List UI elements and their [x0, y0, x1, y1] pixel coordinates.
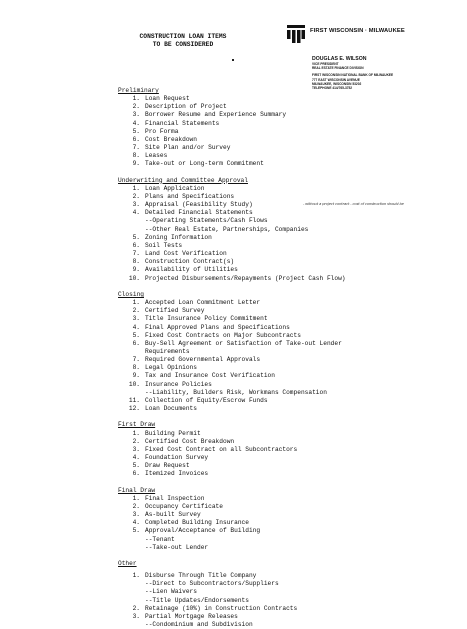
checklist-body [118, 87, 463, 629]
list-item: 5. Zoning Information [132, 233, 212, 241]
section-heading-underwriting: Underwriting and Committee Approval [118, 176, 248, 184]
contact-name: DOUGLAS E. WILSON [312, 56, 367, 62]
list-item: 4. Foundation Survey [132, 453, 209, 461]
list-item: 8. Legal Opinions [132, 364, 197, 372]
section-heading-first-draw: First Draw [118, 421, 156, 429]
list-closing [118, 299, 463, 413]
title-line-2: TO BE CONSIDERED [152, 41, 214, 48]
list-item: 4. Detailed Financial Statements [132, 209, 253, 217]
list-subitem: --Operating Statements/Cash Flows [145, 217, 268, 225]
list-item: 2. Description of Project [132, 103, 227, 111]
list-item: 6. Cost Breakdown [132, 135, 197, 143]
list-item: 3. Borrower Resume and Experience Summary [132, 111, 287, 119]
list-item: 2. Occupancy Certificate [132, 502, 223, 510]
list-item: 7. Land Cost Verification [132, 250, 227, 258]
contact-block [312, 56, 393, 90]
list-item: 2. Certified Survey [132, 307, 205, 315]
stray-mark [232, 59, 234, 61]
list-subitem: --Lien Waivers [145, 588, 197, 596]
list-item: 7. Site Plan and/or Survey [132, 144, 231, 152]
list-item: 4. Financial Statements [132, 119, 220, 127]
list-item-continuation: Requirements [145, 347, 190, 355]
section-heading-closing: Closing [118, 290, 144, 298]
list-item: 7. Required Governmental Approvals [132, 356, 261, 364]
section-heading-preliminary: Preliminary [118, 87, 159, 94]
list-item: 3. Appraisal (Feasibility Study) [132, 201, 253, 209]
handwritten-note: - without a project contract - cost of construction should be [303, 202, 404, 206]
list-item: 3. Partial Mortgage Releases [132, 612, 238, 620]
list-item: 3. As-built Survey [132, 511, 201, 519]
bank-name: FIRST WISCONSIN · MILWAUKEE [310, 28, 405, 34]
list-item: 5. Fixed Cost Contracts on Major Subcontracts [132, 331, 301, 339]
list-subitem: --Take-out Lender [145, 543, 209, 551]
list-subitem: --Title Updates/Endorsements [145, 596, 249, 604]
section-heading-other: Other [118, 559, 137, 567]
list-item: 1. Final Inspection [132, 494, 205, 502]
list-subitem: --Other Real Estate, Partnerships, Companies [145, 225, 309, 233]
list-preliminary [118, 95, 463, 168]
list-item: 1. Building Permit [132, 429, 201, 437]
contact-address-1: FIRST WISCONSIN NATIONAL BANK OF MILWAUKEE [312, 73, 394, 78]
list-item: 3. Title Insurance Policy Commitment [132, 315, 268, 323]
list-item: 12. Loan Documents [128, 405, 197, 413]
list-item: 1. Loan Request [132, 95, 190, 103]
list-other [118, 572, 463, 629]
list-subitem: --Tenant [145, 535, 175, 543]
list-item: 4. Completed Building Insurance [132, 519, 249, 527]
list-item: 10. Insurance Policies [128, 380, 212, 388]
title-line-1: CONSTRUCTION LOAN ITEMS [139, 33, 227, 40]
list-item: 1. Accepted Loan Commitment Letter [132, 299, 261, 307]
list-first-draw [118, 430, 463, 479]
contact-address-3: MILWAUKEE, WISCONSIN 53202 [312, 81, 362, 86]
list-item: 6. Buy-Sell Agreement or Satisfaction of Take-out Lender [132, 339, 342, 347]
list-subitem: --Direct to Subcontractors/Suppliers [145, 580, 279, 588]
list-item: 6. Itemized Invoices [132, 470, 209, 478]
list-item: 2. Retainage (10%) in Construction Contracts [132, 604, 298, 612]
list-item: 8. Construction Contract(s) [132, 258, 235, 266]
contact-address-2: 777 EAST WISCONSIN AVENUE [312, 77, 360, 82]
contact-role-1: VICE PRESIDENT [312, 62, 339, 66]
list-item: 6. Soil Tests [132, 241, 183, 249]
list-item: 8. Leases [132, 152, 168, 160]
list-item: 4. Final Approved Plans and Specifications [132, 323, 290, 331]
contact-phone: TELEPHONE 414/765-3752 [312, 86, 353, 91]
list-item: 5. Draw Request [132, 462, 190, 470]
list-item: 2. Plans and Specifications [132, 193, 235, 201]
list-underwriting [118, 185, 463, 283]
list-item: 9. Availability of Utilities [132, 266, 238, 274]
list-final-draw [118, 495, 463, 552]
first-wisconsin-logo-icon [287, 25, 305, 45]
document-title [118, 33, 248, 49]
list-item: 9. Take-out or Long-term Commitment [132, 160, 264, 168]
list-item: 2. Certified Cost Breakdown [132, 437, 235, 445]
list-item: 1. Loan Application [132, 184, 205, 192]
list-item: 1. Disburse Through Title Company [132, 572, 257, 580]
list-item: 9. Tax and Insurance Cost Verification [132, 372, 275, 380]
contact-role-2: REAL ESTATE FINANCE DIVISION [312, 66, 364, 71]
section-heading-final-draw: Final Draw [118, 486, 156, 494]
list-item: 10. Projected Disbursements/Repayments (Project Cash Flow) [128, 274, 346, 282]
list-subitem: --Liability, Builders Risk, Workmans Compensation [145, 388, 327, 396]
list-item: 3. Fixed Cost Contract on all Subcontractors [132, 445, 298, 453]
list-item: 5. Pro Forma [132, 127, 179, 135]
list-subitem: --Condominium and Subdivision [145, 621, 253, 629]
list-item: 5. Approval/Acceptance of Building [132, 527, 261, 535]
list-item: 11. Collection of Equity/Escrow Funds [128, 396, 268, 404]
